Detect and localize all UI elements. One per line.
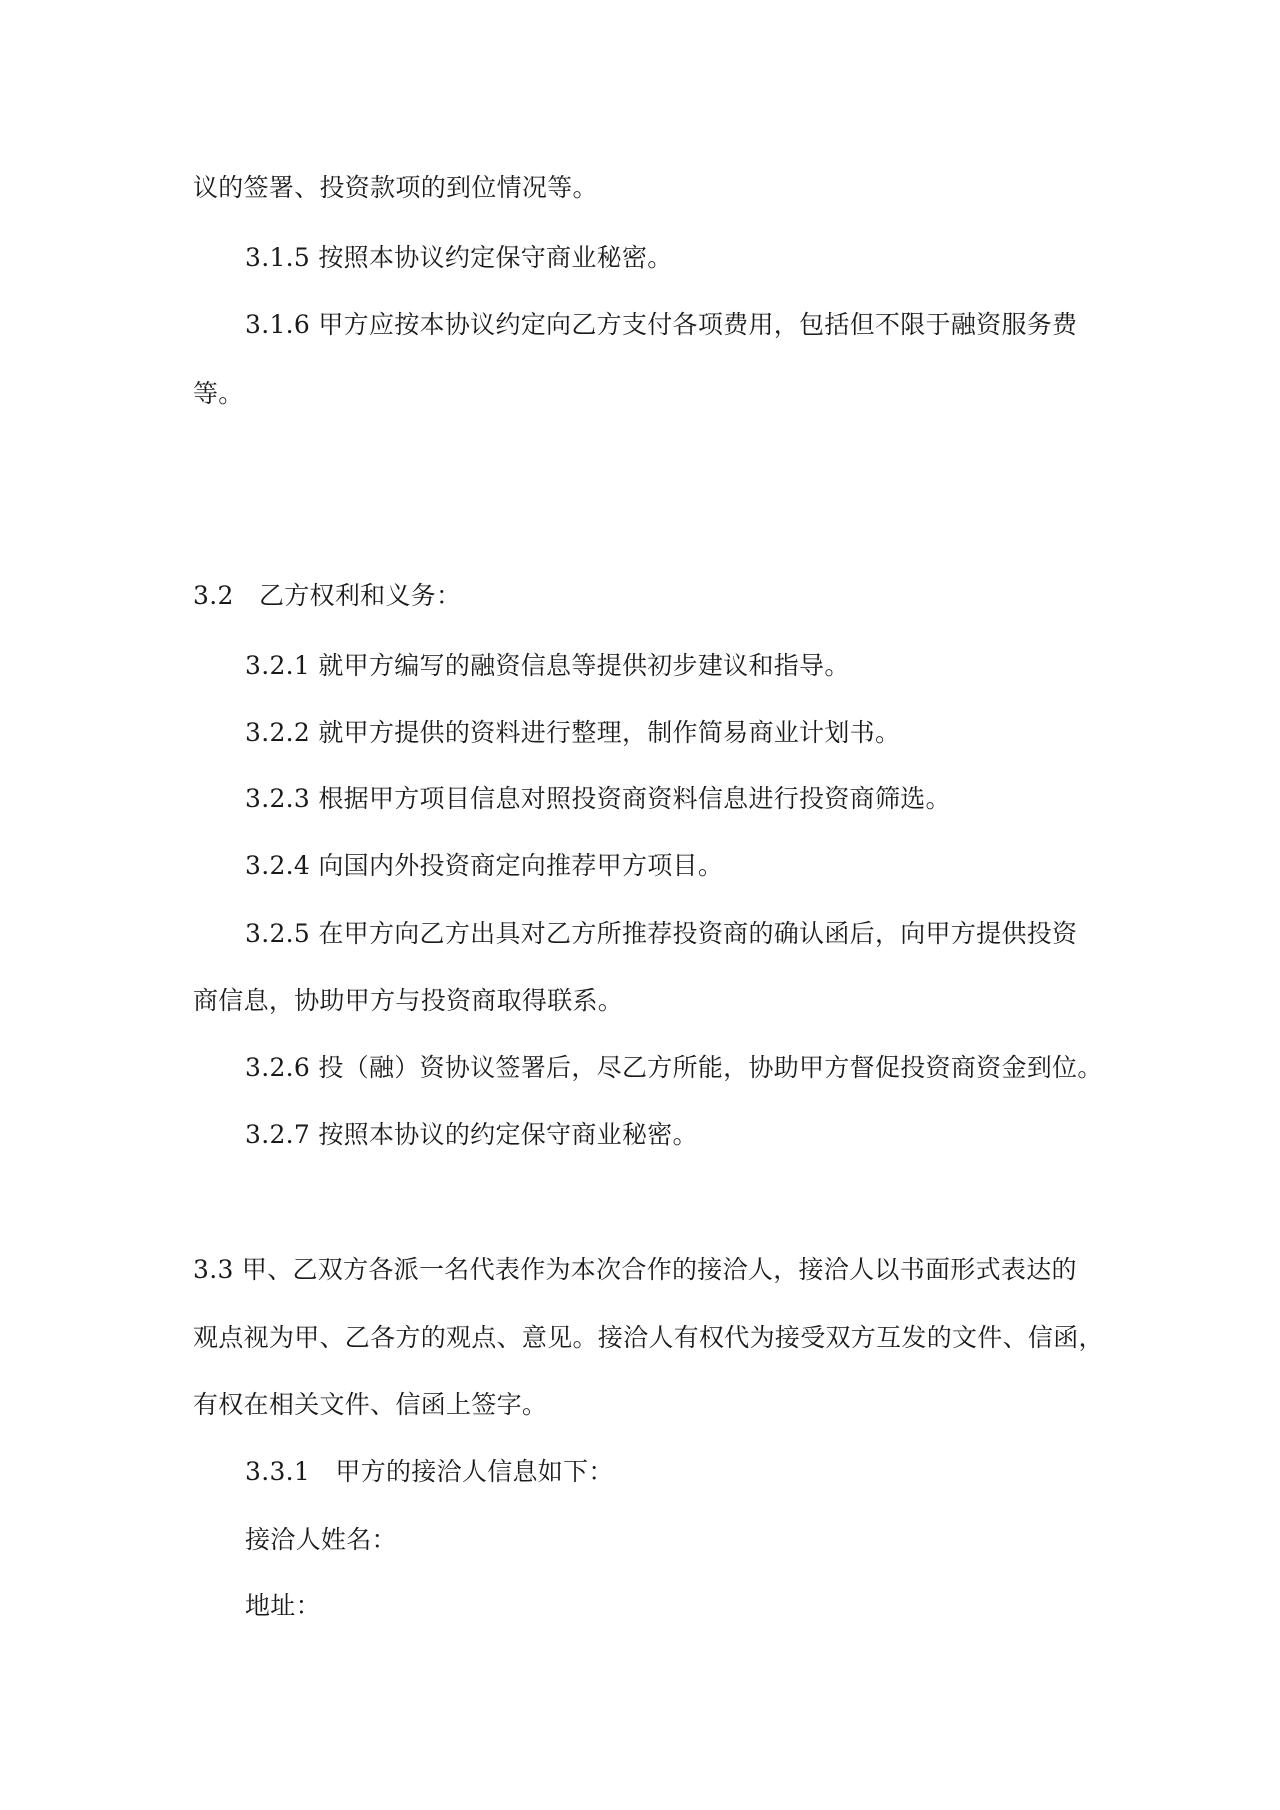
section-heading-3-2: 3.2 乙方权利和义务： — [193, 581, 462, 610]
paragraph-line-3-3-a: 3.3 甲、乙双方各派一名代表作为本次合作的接洽人，接洽人以书面形式表达的 — [193, 1255, 1077, 1284]
paragraph-line-3-2-6: 3.2.6 投（融）资协议签署后，尽乙方所能，协助甲方督促投资商资金到位。 — [245, 1053, 1103, 1082]
paragraph-line-3-3-c: 有权在相关文件、信函上签字。 — [193, 1390, 548, 1419]
paragraph-line-3-2-5-end: 商信息，协助甲方与投资商取得联系。 — [193, 986, 624, 1015]
paragraph-line-3-2-2: 3.2.2 就甲方提供的资料进行整理，制作简易商业计划书。 — [245, 718, 901, 747]
paragraph-line-3-3-b: 观点视为甲、乙各方的观点、意见。接洽人有权代为接受双方互发的文件、信函， — [193, 1323, 1104, 1352]
paragraph-line-3-2-7: 3.2.7 按照本协议的约定保守商业秘密。 — [245, 1120, 698, 1149]
paragraph-line-3-1-5: 3.1.5 按照本协议约定保守商业秘密。 — [245, 243, 673, 272]
paragraph-line-3-2-5: 3.2.5 在甲方向乙方出具对乙方所推荐投资商的确认函后，向甲方提供投资 — [245, 919, 1078, 948]
paragraph-line-3-1-6: 3.1.6 甲方应按本协议约定向乙方支付各项费用，包括但不限于融资服务费 — [245, 310, 1078, 339]
contact-name-label: 接洽人姓名： — [245, 1525, 397, 1554]
paragraph-line-3-1-4-end: 议的签署、投资款项的到位情况等。 — [193, 173, 598, 202]
paragraph-line-3-2-3: 3.2.3 根据甲方项目信息对照投资商资料信息进行投资商筛选。 — [245, 784, 951, 813]
paragraph-line-3-2-4: 3.2.4 向国内外投资商定向推荐甲方项目。 — [245, 851, 724, 880]
paragraph-line-3-3-1: 3.3.1 甲方的接洽人信息如下： — [245, 1457, 614, 1486]
paragraph-line-3-2-1: 3.2.1 就甲方编写的融资信息等提供初步建议和指导。 — [245, 651, 850, 680]
paragraph-line-3-1-6-end: 等。 — [193, 379, 244, 408]
contact-address-label: 地址： — [245, 1591, 321, 1620]
